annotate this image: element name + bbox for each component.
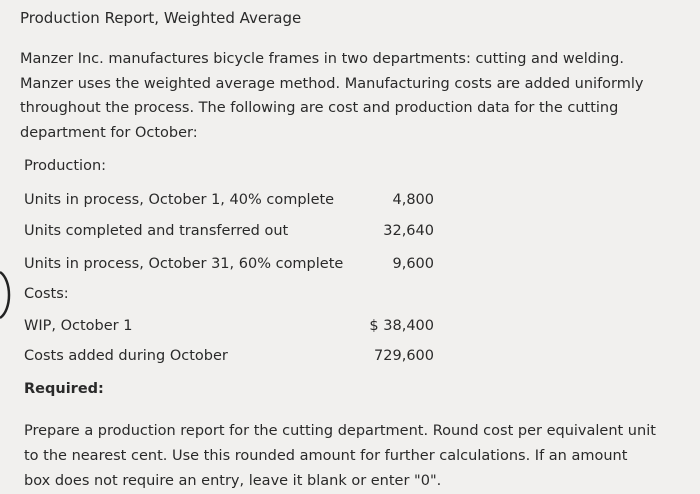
production-heading-row — [24, 158, 444, 182]
intro-line: Manzer Inc. manufactures bicycle frames in two departments: cutting and welding. — [20, 51, 624, 67]
production-heading: Production: — [24, 158, 107, 174]
table-row — [24, 192, 444, 216]
costs-heading-row — [24, 286, 444, 310]
row-value: $ 38,400 — [369, 318, 434, 334]
required-heading-row — [24, 381, 444, 405]
row-label: Units completed and transferred out — [24, 223, 289, 239]
row-label: WIP, October 1 — [24, 318, 133, 334]
intro-line: department for October: — [20, 124, 198, 141]
intro-line: throughout the process. The following are cost and production data for the cutting — [20, 100, 619, 116]
table-row — [24, 223, 444, 247]
table-row — [24, 256, 444, 280]
row-label: Units in process, October 31, 60% complete — [24, 256, 344, 272]
row-value: 32,640 — [383, 223, 434, 239]
costs-heading: Costs: — [24, 286, 69, 302]
required-heading: Required: — [24, 381, 104, 397]
row-value: 9,600 — [392, 256, 434, 272]
required-line: to the nearest cent. Use this rounded amount for further calculations. If an amount — [24, 448, 628, 464]
required-line: box does not require an entry, leave it blank or enter "0". — [24, 473, 442, 489]
row-value: 4,800 — [392, 192, 434, 208]
table-row — [24, 318, 444, 342]
intro-line: Manzer uses the weighted average method. Manufacturing costs are added uniformly — [20, 75, 644, 92]
problem-title: Production Report, Weighted Average — [20, 9, 302, 27]
row-value: 729,600 — [374, 348, 434, 364]
row-label: Costs added during October — [24, 348, 228, 364]
required-paragraph — [24, 419, 684, 494]
row-label: Units in process, October 1, 40% complete — [24, 192, 335, 208]
table-row — [24, 348, 444, 372]
required-line: Prepare a production report for the cutting department. Round cost per equivalent unit — [24, 423, 656, 439]
margin-bracket-icon — [0, 270, 14, 320]
